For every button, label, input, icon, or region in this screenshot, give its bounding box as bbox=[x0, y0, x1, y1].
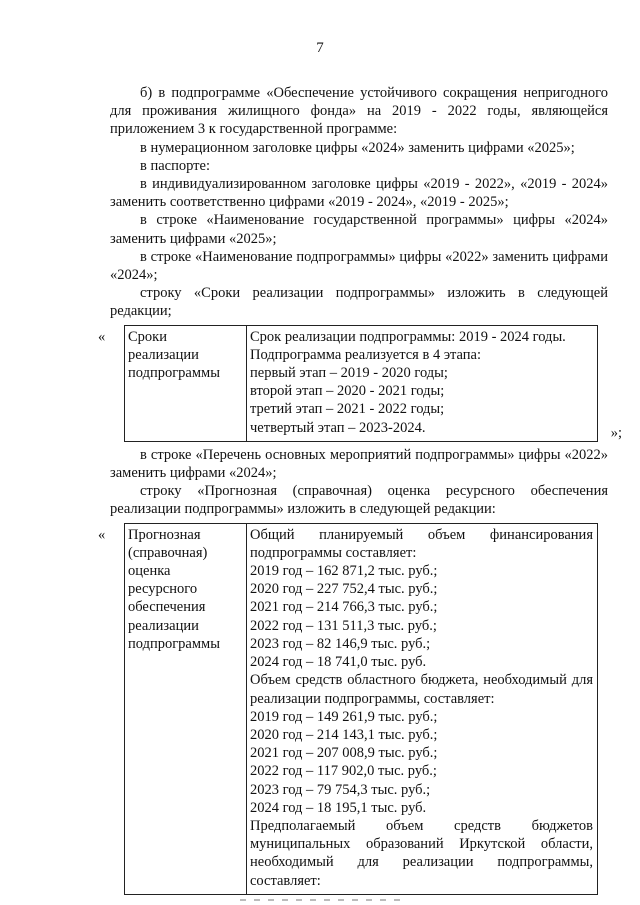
value-line: второй этап – 2020 - 2021 годы; bbox=[250, 383, 445, 400]
municipal-funding-intro: Предполагаемый объем средств бюджетов муниципальных образований Иркутской области, необходимый для реализации подпрограммы, составляет: bbox=[250, 817, 593, 889]
total-year-line: 2019 год – 162 871,2 тыс. руб.; bbox=[250, 563, 438, 580]
value-line: третий этап – 2021 - 2022 годы; bbox=[250, 401, 445, 418]
forecast-value-cell bbox=[247, 523, 598, 894]
regional-year-line: 2020 год – 214 143,1 тыс. руб.; bbox=[250, 726, 438, 743]
forecast-label-cell bbox=[125, 523, 247, 894]
paragraph-forecast-row: строку «Прогнозная (справочная) оценка ресурсного обеспечения реализации подпрограммы» изложить в следующей редакции: bbox=[110, 483, 608, 518]
paragraph-terms-row: строку «Сроки реализации подпрограммы» изложить в следующей редакции; bbox=[110, 285, 608, 320]
total-year-line: 2024 год – 18 741,0 тыс. руб. bbox=[250, 654, 427, 671]
label-line: (справочная) bbox=[128, 544, 208, 561]
table-row bbox=[125, 523, 598, 894]
label-line: оценка bbox=[128, 563, 171, 580]
regional-year-line: 2023 год – 79 754,3 тыс. руб.; bbox=[250, 781, 431, 798]
value-line: Подпрограмма реализуется в 4 этапа: bbox=[250, 346, 482, 363]
page-number: 7 bbox=[316, 40, 324, 56]
value-line: четвертый этап – 2023-2024. bbox=[250, 419, 426, 436]
value-line: первый этап – 2019 - 2020 годы; bbox=[250, 365, 448, 382]
paragraph-passport: в паспорте: bbox=[140, 157, 210, 174]
forecast-table bbox=[124, 523, 598, 895]
paragraph-numbering-title: в нумерационном заголовке цифры «2024» заменить цифрами «2025»; bbox=[140, 139, 575, 156]
regional-year-line: 2019 год – 149 261,9 тыс. руб.; bbox=[250, 708, 438, 725]
paragraph-state-program-name: в строке «Наименование государственной программы» цифры «2024» заменить цифрами «2025»; bbox=[110, 212, 608, 247]
table-row bbox=[125, 325, 598, 441]
regional-funding-intro: Объем средств областного бюджета, необходимый для реализации подпрограммы, составляет: bbox=[250, 672, 593, 707]
regional-year-line: 2022 год – 117 902,0 тыс. руб.; bbox=[250, 763, 437, 780]
total-year-line: 2022 год – 131 511,3 тыс. руб.; bbox=[250, 617, 437, 634]
open-quote: « bbox=[98, 526, 106, 543]
label-line: подпрограммы bbox=[128, 365, 220, 382]
total-year-line: 2023 год – 82 146,9 тыс. руб.; bbox=[250, 635, 431, 652]
terms-table-block bbox=[98, 325, 622, 442]
label-line: Прогнозная bbox=[128, 526, 201, 543]
total-year-line: 2020 год – 227 752,4 тыс. руб.; bbox=[250, 581, 438, 598]
terms-table bbox=[124, 325, 598, 442]
paragraph-main-activities: в строке «Перечень основных мероприятий подпрограммы» цифры «2022» заменить цифрами «2024»; bbox=[110, 446, 608, 482]
regional-year-line: 2021 год – 207 008,9 тыс. руб.; bbox=[250, 745, 438, 762]
scan-edge-mark bbox=[240, 899, 400, 901]
label-line: ресурсного bbox=[128, 581, 198, 598]
paragraph-individual-title: в индивидуализированном заголовке цифры «2019 - 2022», «2019 - 2024» заменить соответственно цифрами «2019 - 2024», «2019 - 2025»; bbox=[110, 176, 608, 211]
open-quote: « bbox=[98, 328, 106, 345]
close-quote: »; bbox=[610, 424, 622, 441]
label-line: обеспечения bbox=[128, 599, 206, 616]
paragraph-subprogram-name: в строке «Наименование подпрограммы» цифры «2022» заменить цифрами «2024»; bbox=[110, 248, 608, 284]
document-body bbox=[98, 84, 622, 899]
label-line: Сроки bbox=[128, 328, 167, 345]
forecast-table-block bbox=[98, 523, 608, 895]
terms-value-cell bbox=[247, 325, 598, 441]
total-year-line: 2021 год – 214 766,3 тыс. руб.; bbox=[250, 599, 438, 616]
label-line: подпрограммы bbox=[128, 635, 220, 652]
paragraph-subprogram-intro: б) в подпрограмме «Обеспечение устойчивого сокращения непригодного для проживания жилищного фонда» на 2019 - 2022 годы, являющейся приложением 3 к государственной программе: bbox=[110, 85, 608, 138]
value-line: Срок реализации подпрограммы: 2019 - 2024 годы. bbox=[250, 328, 566, 345]
total-funding-intro: Общий планируемый объем финансирования подпрограммы составляет: bbox=[250, 526, 593, 561]
label-line: реализации bbox=[128, 617, 199, 634]
terms-label-cell bbox=[125, 325, 247, 441]
regional-year-line: 2024 год – 18 195,1 тыс. руб. bbox=[250, 799, 427, 816]
label-line: реализации bbox=[128, 346, 199, 363]
